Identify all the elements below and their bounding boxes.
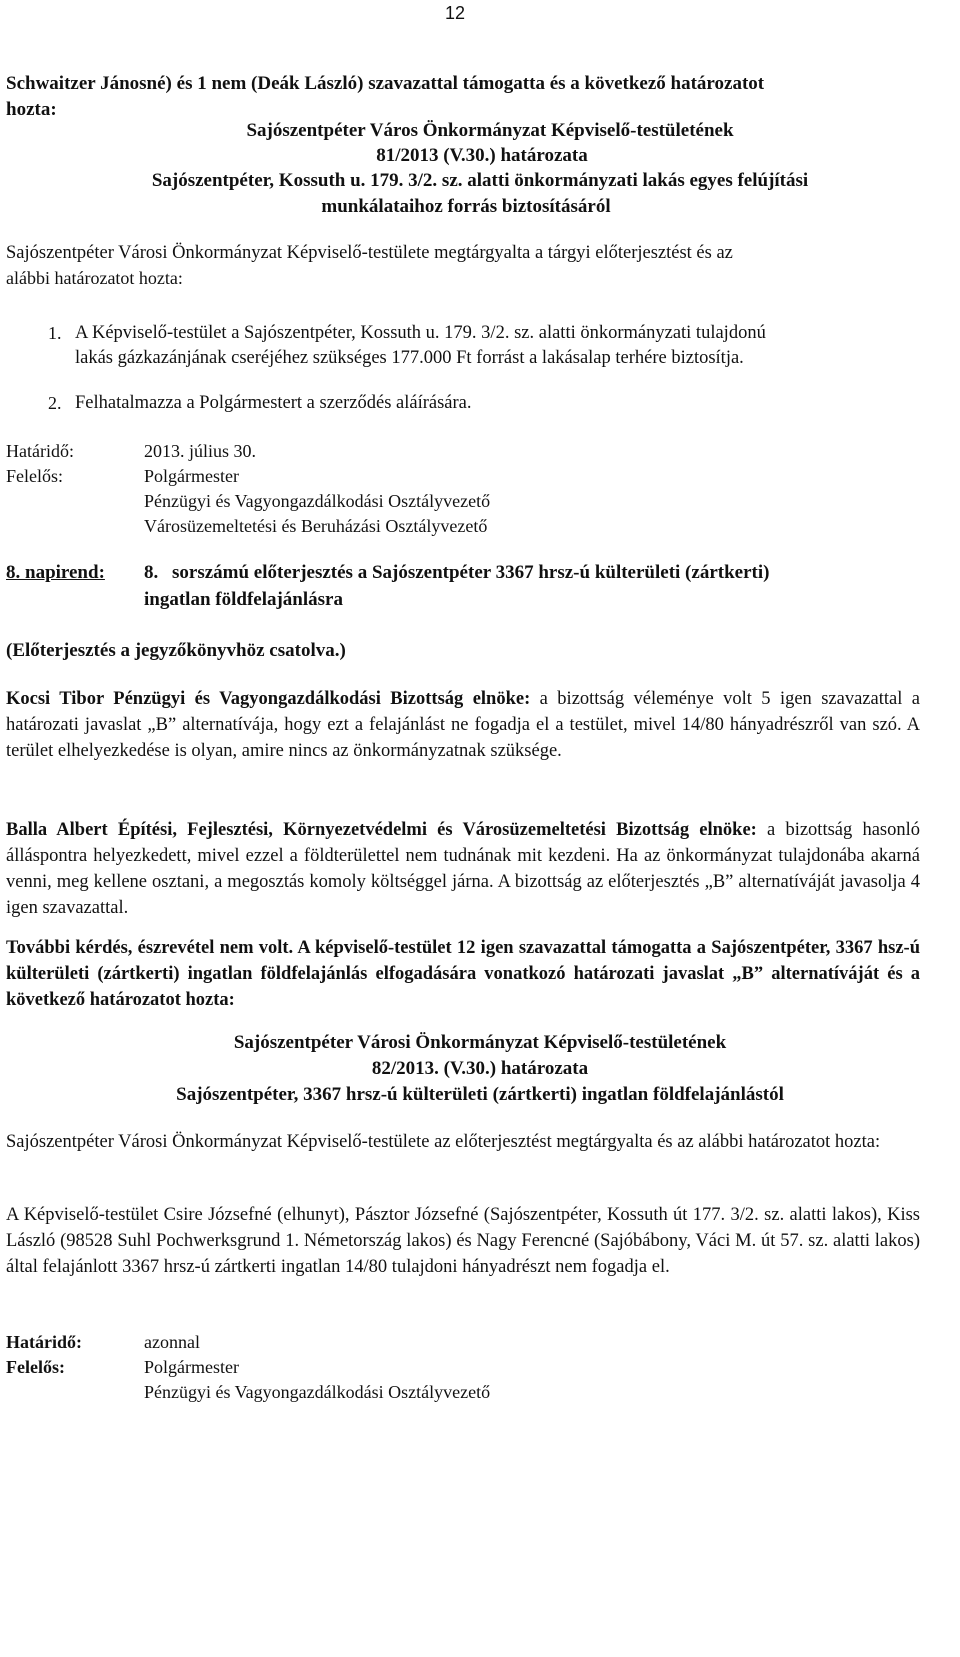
vote-paragraph: További kérdés, észrevétel nem volt. A képviselő-testület 12 igen szavazattal támogatta a Sajószentpéter, 3367 hsz-ú külterületi (zártkerti) ingatlan földfelajánlás elfogadására vonatkozó határozati javaslat „B” alternatíváját és a következő határozatot hozta: [6, 938, 920, 1010]
balla-speaker: Balla Albert Építési, Fejlesztési, Környezetvédelmi és Városüzemeltetési Bizottság elnöke: [6, 820, 757, 840]
deadline-label-2: Határidő: [6, 1332, 82, 1352]
kocsi-speaker: Kocsi Tibor Pénzügyi és Vagyongazdálkodási Bizottság elnöke: [6, 689, 531, 709]
item-1-number: 1. [48, 323, 62, 343]
responsible-label-1: Felelős: [6, 466, 63, 486]
intro-line-1: Schwaitzer Jánosné) és 1 nem (Deák László) szavazattal támogatta és a következő határozatot [6, 73, 765, 94]
agenda-title-1: sorszámú előterjesztés a Sajószentpéter 3367 hrsz-ú külterületi (zártkerti) [172, 562, 770, 583]
deadline-value-1: 2013. július 30. [144, 441, 257, 461]
resolution-2-title-3: Sajószentpéter, 3367 hrsz-ú külterületi (zártkerti) ingatlan földfelajánlástól [176, 1084, 784, 1105]
item-2-number: 2. [48, 393, 62, 413]
item-2-line-1: Felhatalmazza a Polgármestert a szerződés aláírására. [75, 393, 472, 413]
balla-text: a bizottság hasonló álláspontra helyezkedett, mivel ezzel a földterülettel nem tudnának mit kezdeni. Ha az önkormányzat tulajdonába akarná venni, meg kellene osztani, a megosztás komoly költséggel járna. A bizottság az előterjesztés „B” alternatíváját javasolja 4 igen szavazattal. [6, 820, 920, 918]
resolution-2-title-1: Sajószentpéter Városi Önkormányzat Képviselő-testületének [233, 1032, 727, 1053]
resolution-1-preamble-2: alábbi határozatot hozta: [6, 268, 183, 288]
kocsi-paragraph [6, 686, 920, 764]
agenda-number: 8. [144, 562, 159, 583]
deadline-value-2: azonnal [144, 1332, 200, 1352]
responsible-value-1a: Polgármester [144, 466, 239, 486]
agenda-label: 8. napirend: [6, 562, 105, 583]
responsible-value-1b: Pénzügyi és Vagyongazdálkodási Osztályvezető [144, 491, 491, 511]
responsible-value-2a: Polgármester [144, 1357, 239, 1377]
intro-line-2: hozta: [6, 99, 57, 120]
resolution-2-body: A Képviselő-testület Csire Józsefné (elhunyt), Pásztor Józsefné (Sajószentpéter, Kossuth út 177. 3/2. sz. alatti lakos), Kiss László (98528 Suhl Pochwerksgrund 1. Németország lakos) és Nagy Ferencné (Sajóbábony, Váci M. út 57. sz. alatti lakos) által felajánlott 3367 hrsz-ú zártkerti ingatlan 14/80 tulajdoni hányadrészt nem fogadja el. [6, 1205, 920, 1277]
balla-paragraph [6, 817, 920, 921]
agenda-title-2: ingatlan földfelajánlásra [144, 589, 343, 610]
resolution-2-preamble: Sajószentpéter Városi Önkormányzat Képviselő-testülete az előterjesztést megtárgyalta és az alábbi határozatot hozta: [6, 1132, 881, 1152]
item-1-line-2: lakás gázkazánjának cseréjéhez szükséges 177.000 Ft forrást a lakásalap terhére biztosítja. [75, 348, 744, 368]
resolution-1-title-3: Sajószentpéter, Kossuth u. 179. 3/2. sz. alatti önkormányzati lakás egyes felújítási [151, 170, 809, 191]
attachment-note: (Előterjesztés a jegyzőkönyvhöz csatolva.) [6, 640, 346, 661]
resolution-1-title-2: 81/2013 (V.30.) határozata [376, 145, 588, 166]
resolution-1-preamble-1: Sajószentpéter Városi Önkormányzat Képviselő-testülete megtárgyalta a tárgyi előterjesztést és az [6, 243, 733, 263]
resolution-1-title-1: Sajószentpéter Város Önkormányzat Képviselő-testületének [246, 120, 734, 141]
page-number: 12 [445, 3, 466, 23]
responsible-value-1c: Városüzemeltetési és Beruházási Osztályvezető [144, 516, 488, 536]
resolution-2-title-2: 82/2013. (V.30.) határozata [371, 1058, 589, 1079]
kocsi-text: a bizottság véleménye volt 5 igen szavazattal a határozati javaslat „B” alternatívája, hogy ezt a felajánlást ne fogadja el a testület, mivel 14/80 hányadrészről van szó. A terület elhelyezkedése is olyan, amire nincs az önkormányzatnak szüksége. [6, 689, 920, 761]
item-1-line-1: A Képviselő-testület a Sajószentpéter, Kossuth u. 179. 3/2. sz. alatti önkormányzati tulajdonú [75, 323, 766, 343]
responsible-value-2b: Pénzügyi és Vagyongazdálkodási Osztályvezető [144, 1382, 491, 1402]
responsible-label-2: Felelős: [6, 1357, 65, 1377]
resolution-1-title-4: munkálataihoz forrás biztosításáról [321, 196, 611, 217]
deadline-label-1: Határidő: [6, 441, 74, 461]
